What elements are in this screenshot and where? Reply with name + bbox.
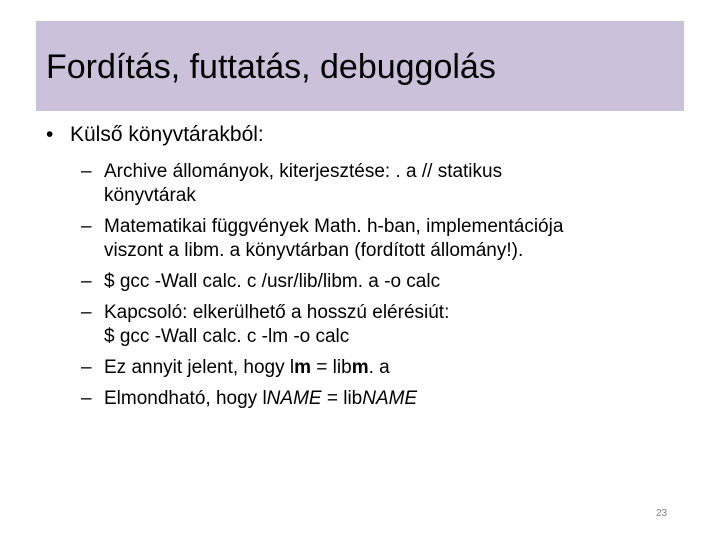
sub-item-text-continued: könyvtárak	[104, 185, 196, 206]
sub-item-text: Matematikai függvények Math. h-ban, implementációja	[104, 216, 564, 237]
dash-icon: –	[81, 271, 92, 292]
slide-content	[46, 120, 686, 418]
dash-icon: –	[81, 302, 92, 323]
dash-icon: –	[81, 357, 92, 378]
sub-item-bold: m	[351, 357, 369, 378]
slide-title: Fordítás, futtatás, debuggolás	[46, 48, 496, 86]
sub-item-text-continued: viszont a libm. a könyvtárban (fordított állomány!).	[104, 240, 524, 261]
dash-icon: –	[81, 216, 92, 237]
sub-item	[81, 356, 686, 380]
sub-item-italic: NAME	[266, 388, 322, 409]
bullet-item	[46, 120, 686, 150]
sub-item	[81, 160, 686, 208]
sub-item	[81, 387, 686, 411]
sub-item-text: Elmondható, hogy l	[104, 388, 267, 409]
bullet-text: Külső könyvtárakból:	[70, 123, 264, 146]
dash-icon: –	[81, 388, 92, 409]
sub-item-text: $ gcc -Wall calc. c /usr/lib/libm. a -o calc	[104, 271, 441, 292]
sub-item-text: . a	[368, 357, 390, 378]
sub-item-text: Archive állományok, kiterjesztése: . a // statikus	[104, 161, 503, 182]
sub-item	[81, 215, 686, 263]
dash-icon: –	[81, 161, 92, 182]
sub-list	[81, 160, 686, 411]
sub-item-text: = lib	[321, 388, 363, 409]
sub-item-text: Ez annyit jelent, hogy l	[104, 357, 295, 378]
sub-item-text-continued: $ gcc -Wall calc. c -lm -o calc	[104, 326, 350, 347]
sub-item-text: Kapcsoló: elkerülhető a hosszú elérésiút:	[104, 302, 450, 323]
sub-item	[81, 270, 686, 294]
sub-item	[81, 301, 686, 349]
title-bar	[36, 21, 684, 111]
sub-item-text: = lib	[311, 357, 352, 378]
bullet-icon: •	[46, 123, 54, 146]
sub-item-italic: NAME	[362, 388, 418, 409]
page-number: 23	[656, 508, 668, 519]
sub-item-bold: m	[294, 357, 312, 378]
